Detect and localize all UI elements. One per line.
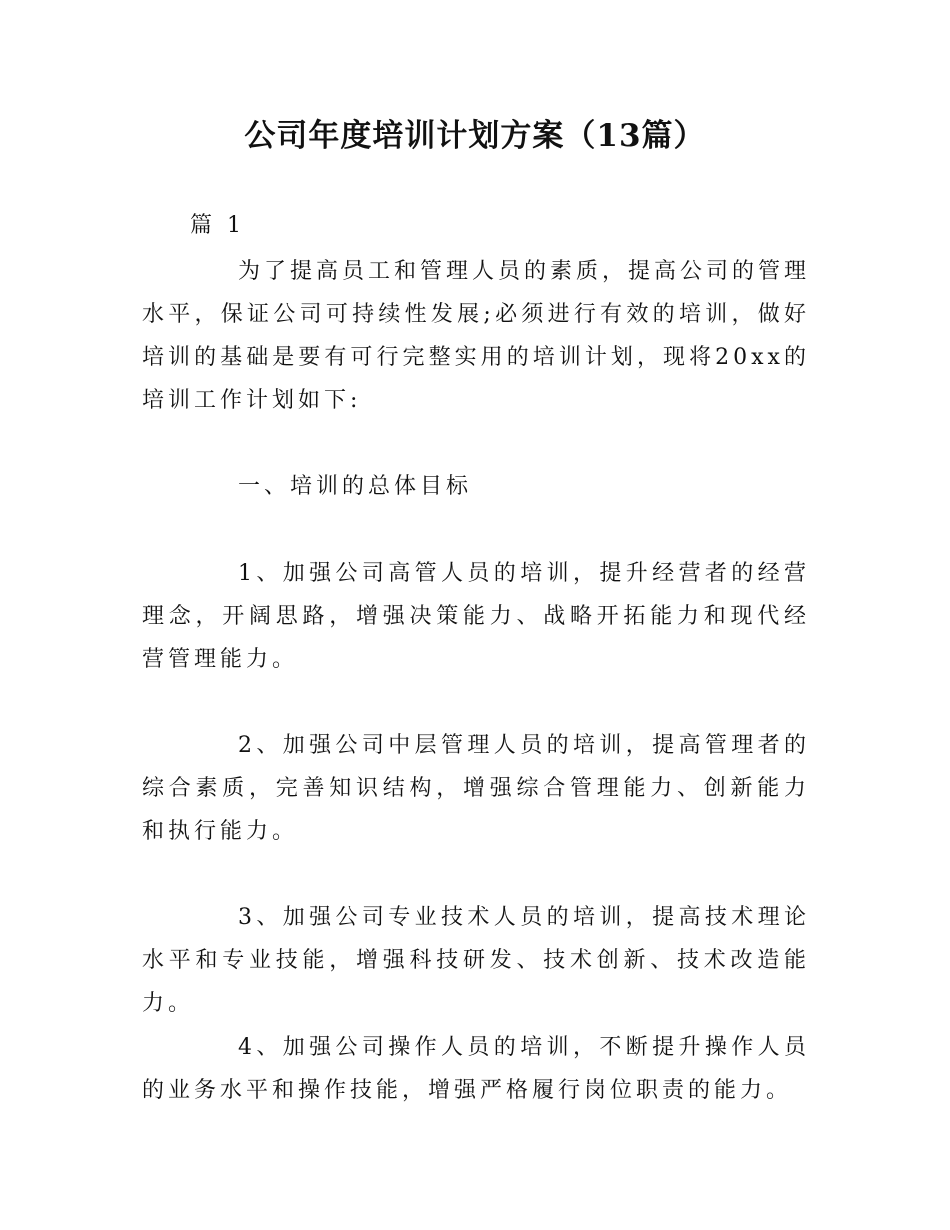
goal-item-3: 3、加强公司专业技术人员的培训，提高技术理论水平和专业技能，增强科技研发、技术创新、技术改造能力。 [142, 905, 810, 1016]
document-title: 公司年度培训计划方案（13篇） [244, 118, 706, 154]
goal-item-4: 4、加强公司操作人员的培训，不断提升操作人员的业务水平和操作技能，增强严格履行岗位职责的能力。 [142, 1035, 810, 1103]
section-label: 篇 1 [190, 213, 245, 238]
section-heading: 一、培训的总体目标 [238, 474, 473, 499]
goal-item-1: 1、加强公司高管人员的培训，提升经营者的经营理念，开阔思路，增强决策能力、战略开拓能力和现代经营管理能力。 [142, 561, 810, 672]
intro-paragraph: 为了提高员工和管理人员的素质，提高公司的管理水平，保证公司可持续性发展;必须进行有效的培训，做好培训的基础是要有可行完整实用的培训计划，现将20xx的培训工作计划如下: [142, 259, 811, 413]
goal-item-2: 2、加强公司中层管理人员的培训，提高管理者的综合素质，完善知识结构，增强综合管理能力、创新能力和执行能力。 [142, 733, 810, 844]
